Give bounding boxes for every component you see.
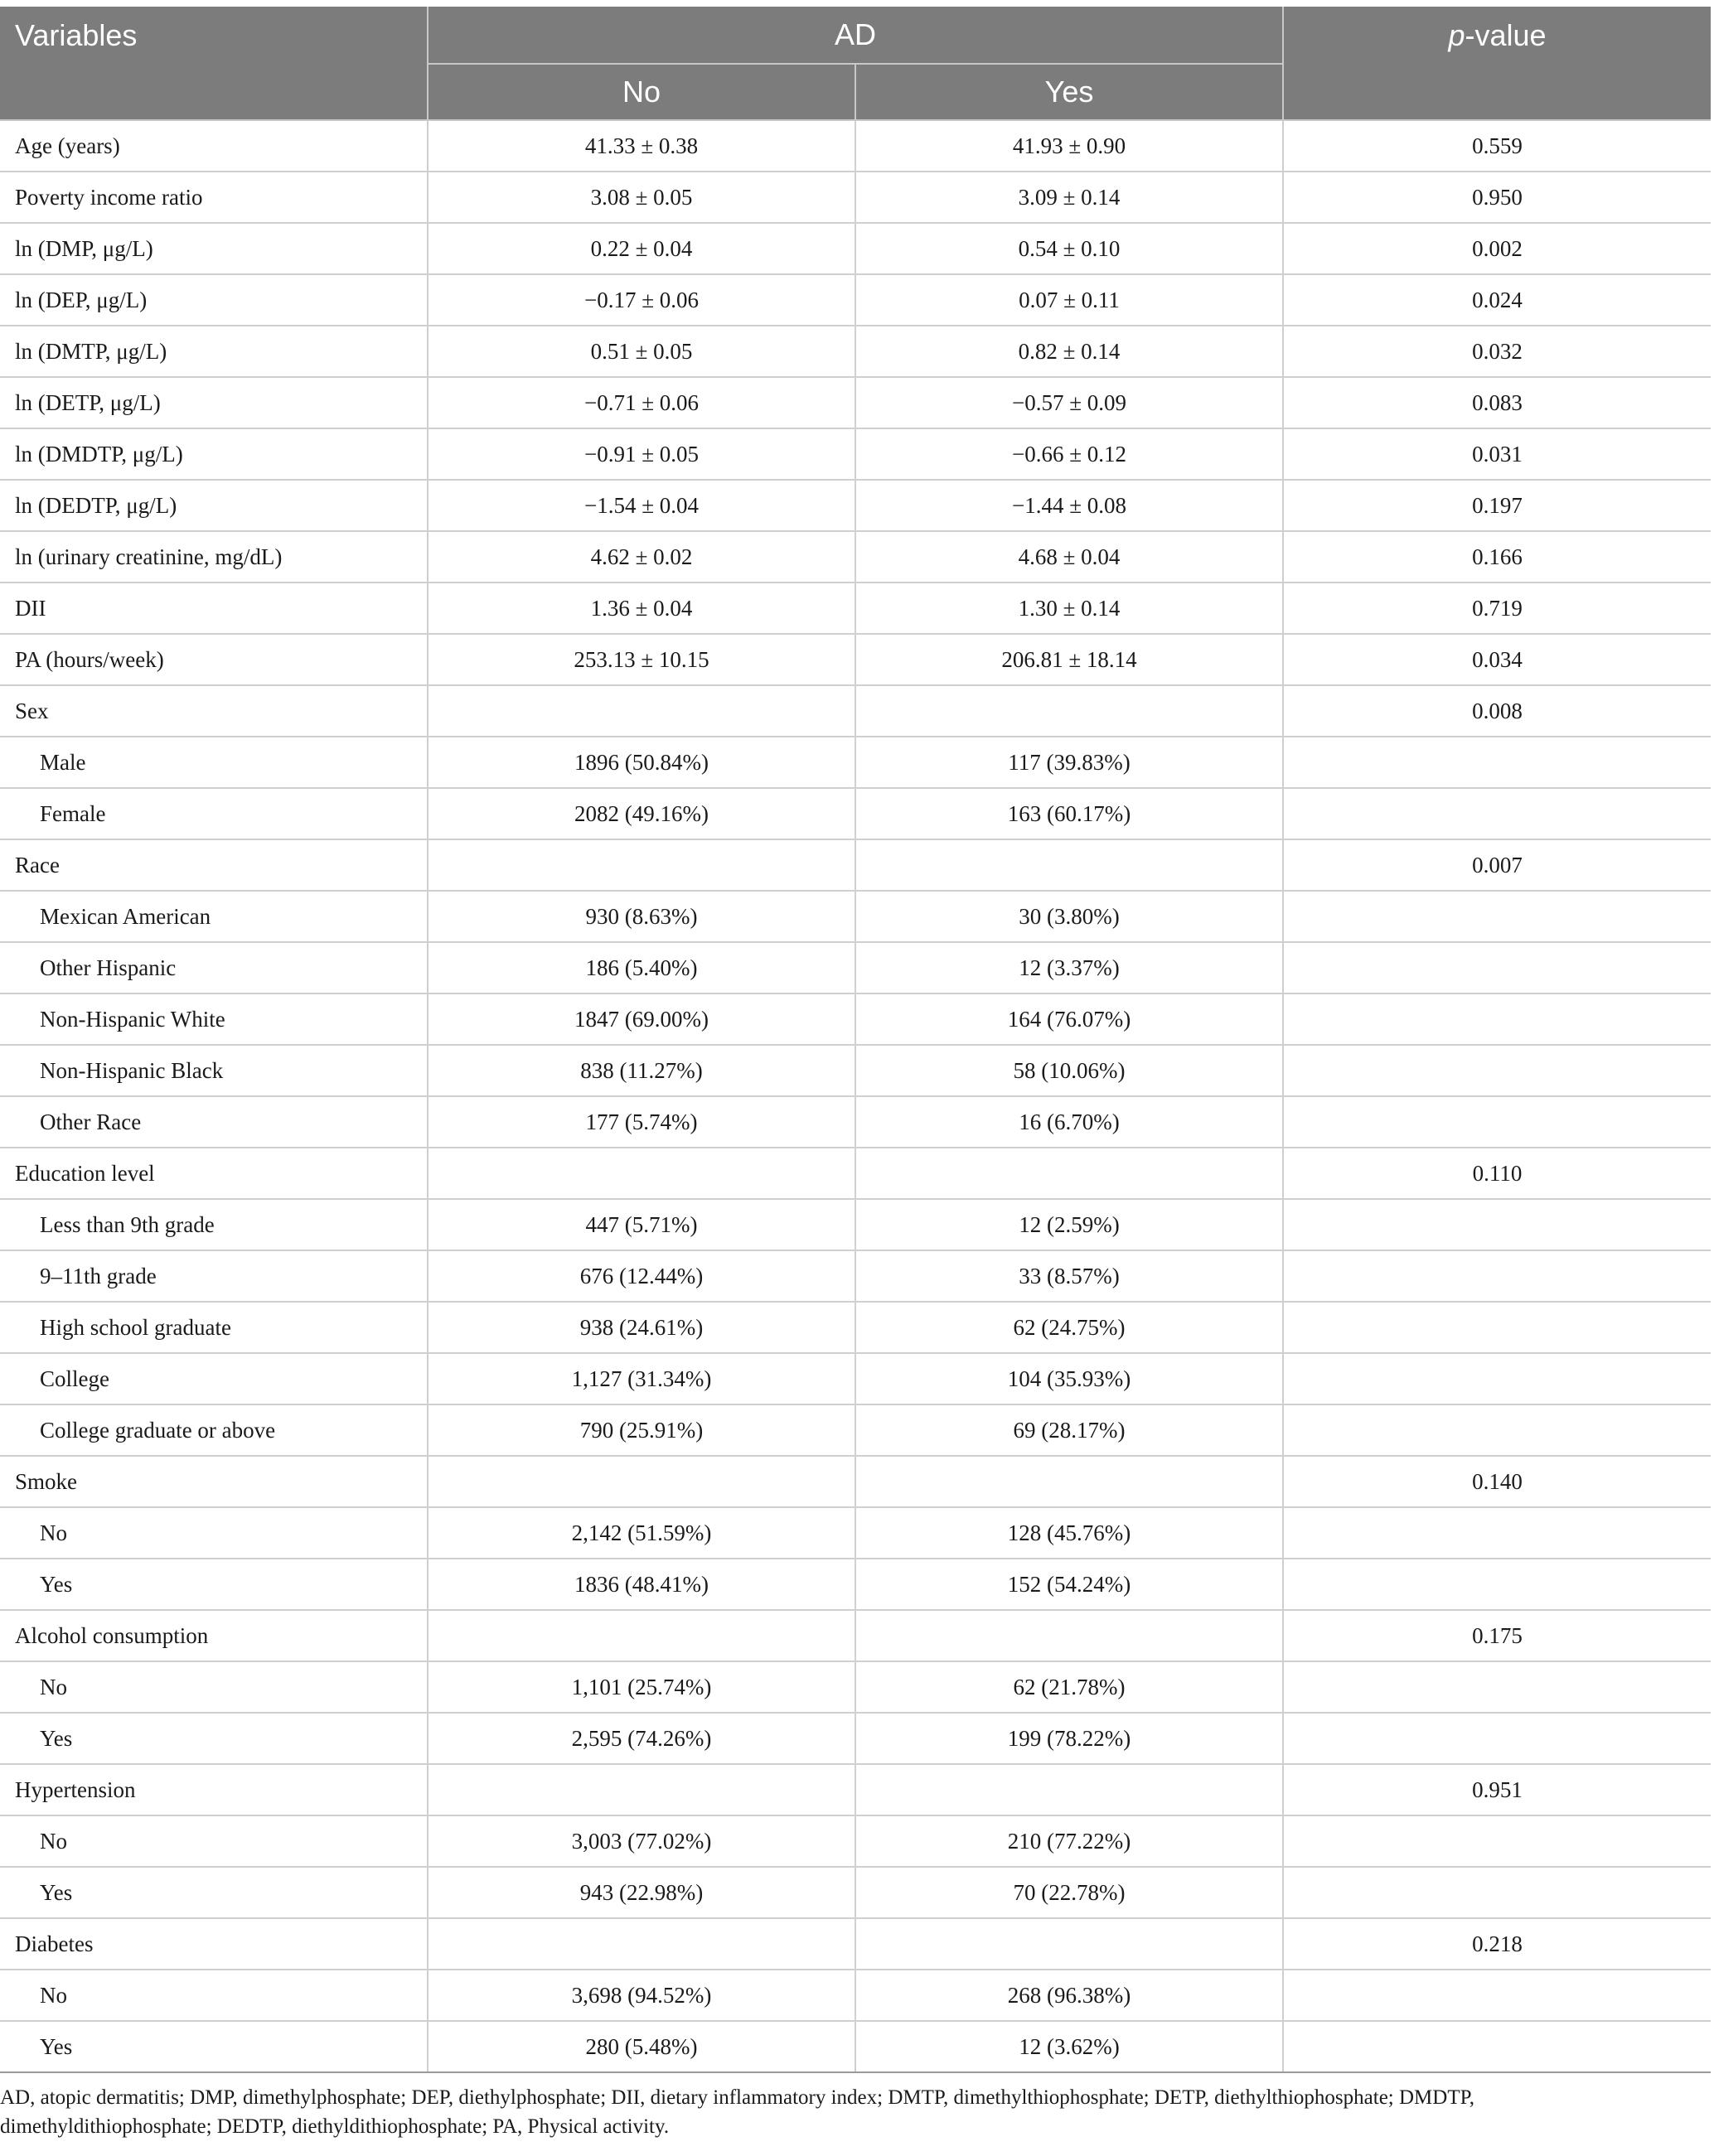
cell-ad-yes: 164 (76.07%) (855, 993, 1283, 1045)
cell-ad-yes: 70 (22.78%) (855, 1867, 1283, 1918)
cell-p-value (1283, 1199, 1711, 1250)
cell-ad-yes: 16 (6.70%) (855, 1096, 1283, 1148)
row-label: No (0, 1661, 428, 1713)
table-row (0, 1970, 1711, 2021)
cell-p-value: 0.559 (1283, 120, 1711, 172)
cell-p-value (1283, 1404, 1711, 1456)
cell-p-value: 0.032 (1283, 326, 1711, 377)
cell-p-value (1283, 1096, 1711, 1148)
cell-p-value (1283, 788, 1711, 839)
cell-ad-no: 1847 (69.00%) (428, 993, 855, 1045)
row-label: High school graduate (0, 1302, 428, 1353)
cell-ad-no: 3,698 (94.52%) (428, 1970, 855, 2021)
cell-ad-no: 838 (11.27%) (428, 1045, 855, 1096)
table-row (0, 737, 1711, 788)
cell-ad-yes (855, 1610, 1283, 1661)
row-label: Female (0, 788, 428, 839)
cell-ad-yes: 163 (60.17%) (855, 788, 1283, 839)
cell-ad-yes: 206.81 ± 18.14 (855, 634, 1283, 685)
cell-ad-no: 253.13 ± 10.15 (428, 634, 855, 685)
cell-ad-no: 0.51 ± 0.05 (428, 326, 855, 377)
cell-p-value (1283, 1250, 1711, 1302)
row-label: Age (years) (0, 120, 428, 172)
cell-p-value: 0.007 (1283, 839, 1711, 891)
table-row (0, 1199, 1711, 1250)
table-row (0, 1764, 1711, 1815)
row-label: Yes (0, 1867, 428, 1918)
cell-ad-yes: −1.44 ± 0.08 (855, 480, 1283, 531)
row-label: Yes (0, 2021, 428, 2072)
cell-ad-no: 930 (8.63%) (428, 891, 855, 942)
cell-p-value (1283, 993, 1711, 1045)
cell-ad-yes (855, 1764, 1283, 1815)
row-label: Less than 9th grade (0, 1199, 428, 1250)
cell-ad-yes: 41.93 ± 0.90 (855, 120, 1283, 172)
table-row (0, 172, 1711, 223)
row-label: Alcohol consumption (0, 1610, 428, 1661)
cell-ad-no: 1836 (48.41%) (428, 1559, 855, 1610)
cell-ad-no: 1896 (50.84%) (428, 737, 855, 788)
table-row (0, 2021, 1711, 2072)
cell-p-value (1283, 891, 1711, 942)
table-container (0, 7, 1711, 2073)
cell-ad-yes: 0.07 ± 0.11 (855, 274, 1283, 326)
cell-ad-no (428, 685, 855, 737)
cell-ad-yes: 268 (96.38%) (855, 1970, 1283, 2021)
table-row (0, 788, 1711, 839)
cell-ad-no (428, 1456, 855, 1507)
row-label: No (0, 1815, 428, 1867)
row-label: College graduate or above (0, 1404, 428, 1456)
table-row (0, 1148, 1711, 1199)
row-label: Race (0, 839, 428, 891)
cell-ad-yes: 117 (39.83%) (855, 737, 1283, 788)
row-label: Mexican American (0, 891, 428, 942)
cell-p-value: 0.002 (1283, 223, 1711, 274)
cell-p-value (1283, 1713, 1711, 1764)
cell-ad-no: 447 (5.71%) (428, 1199, 855, 1250)
cell-p-value (1283, 737, 1711, 788)
table-row (0, 1610, 1711, 1661)
cell-ad-yes: 30 (3.80%) (855, 891, 1283, 942)
table-row (0, 1302, 1711, 1353)
table-row (0, 1250, 1711, 1302)
footnote-line-2: dimethyldithiophosphate; DEDTP, diethyldithiophosphate; PA, Physical activity. (0, 2115, 670, 2138)
cell-ad-yes: −0.66 ± 0.12 (855, 428, 1283, 480)
cell-p-value: 0.197 (1283, 480, 1711, 531)
cell-ad-no: 280 (5.48%) (428, 2021, 855, 2072)
table-row (0, 120, 1711, 172)
row-label: Non-Hispanic Black (0, 1045, 428, 1096)
cell-ad-yes (855, 685, 1283, 737)
cell-ad-no (428, 1918, 855, 1970)
table-row (0, 428, 1711, 480)
table-row (0, 1456, 1711, 1507)
cell-p-value (1283, 2021, 1711, 2072)
cell-ad-yes: 0.54 ± 0.10 (855, 223, 1283, 274)
table-row (0, 891, 1711, 942)
table-row (0, 1815, 1711, 1867)
cell-p-value: 0.218 (1283, 1918, 1711, 1970)
cell-p-value (1283, 1507, 1711, 1559)
cell-ad-no: 1,127 (31.34%) (428, 1353, 855, 1404)
characteristics-table (0, 7, 1711, 2073)
cell-p-value: 0.031 (1283, 428, 1711, 480)
cell-ad-no: 2,595 (74.26%) (428, 1713, 855, 1764)
row-label: Other Hispanic (0, 942, 428, 993)
table-row (0, 531, 1711, 583)
cell-ad-no: 3.08 ± 0.05 (428, 172, 855, 223)
table-row (0, 1661, 1711, 1713)
row-label: DII (0, 583, 428, 634)
row-label: Yes (0, 1713, 428, 1764)
cell-p-value (1283, 1867, 1711, 1918)
row-label: Diabetes (0, 1918, 428, 1970)
table-row (0, 1559, 1711, 1610)
cell-ad-yes: 12 (3.37%) (855, 942, 1283, 993)
table-row (0, 223, 1711, 274)
cell-ad-yes: 3.09 ± 0.14 (855, 172, 1283, 223)
table-row (0, 942, 1711, 993)
row-label: Education level (0, 1148, 428, 1199)
cell-ad-yes: 104 (35.93%) (855, 1353, 1283, 1404)
cell-p-value (1283, 1970, 1711, 2021)
cell-ad-yes (855, 1456, 1283, 1507)
cell-ad-no: 943 (22.98%) (428, 1867, 855, 1918)
cell-p-value: 0.719 (1283, 583, 1711, 634)
cell-p-value: 0.175 (1283, 1610, 1711, 1661)
cell-ad-yes: 69 (28.17%) (855, 1404, 1283, 1456)
table-row (0, 377, 1711, 428)
cell-ad-no: 676 (12.44%) (428, 1250, 855, 1302)
cell-ad-no: 2082 (49.16%) (428, 788, 855, 839)
table-row (0, 1045, 1711, 1096)
cell-ad-yes: 0.82 ± 0.14 (855, 326, 1283, 377)
row-label: No (0, 1970, 428, 2021)
cell-p-value (1283, 1045, 1711, 1096)
cell-ad-no: 0.22 ± 0.04 (428, 223, 855, 274)
cell-p-value: 0.008 (1283, 685, 1711, 737)
cell-ad-no (428, 1610, 855, 1661)
cell-ad-yes: 58 (10.06%) (855, 1045, 1283, 1096)
row-label: 9–11th grade (0, 1250, 428, 1302)
cell-ad-yes: 128 (45.76%) (855, 1507, 1283, 1559)
row-label: ln (DMDTP, μg/L) (0, 428, 428, 480)
cell-ad-yes: −0.57 ± 0.09 (855, 377, 1283, 428)
row-label: ln (DEP, μg/L) (0, 274, 428, 326)
cell-p-value (1283, 1353, 1711, 1404)
cell-p-value: 0.110 (1283, 1148, 1711, 1199)
cell-p-value: 0.951 (1283, 1764, 1711, 1815)
cell-p-value: 0.034 (1283, 634, 1711, 685)
cell-ad-no (428, 1764, 855, 1815)
cell-ad-no: −1.54 ± 0.04 (428, 480, 855, 531)
cell-p-value: 0.140 (1283, 1456, 1711, 1507)
cell-p-value: 0.950 (1283, 172, 1711, 223)
header-p-rest: -value (1465, 18, 1547, 52)
cell-ad-no: −0.71 ± 0.06 (428, 377, 855, 428)
table-row (0, 583, 1711, 634)
cell-ad-yes (855, 839, 1283, 891)
header-ad-group: AD (428, 7, 1283, 64)
row-label: ln (DETP, μg/L) (0, 377, 428, 428)
table-row (0, 839, 1711, 891)
cell-p-value: 0.024 (1283, 274, 1711, 326)
cell-ad-no: 2,142 (51.59%) (428, 1507, 855, 1559)
cell-ad-yes: 62 (24.75%) (855, 1302, 1283, 1353)
table-row (0, 326, 1711, 377)
table-row (0, 1507, 1711, 1559)
row-label: Poverty income ratio (0, 172, 428, 223)
row-label: Smoke (0, 1456, 428, 1507)
cell-ad-no: 41.33 ± 0.38 (428, 120, 855, 172)
cell-ad-yes (855, 1918, 1283, 1970)
header-p-italic: p (1448, 18, 1465, 52)
cell-ad-yes: 12 (3.62%) (855, 2021, 1283, 2072)
cell-ad-no: 790 (25.91%) (428, 1404, 855, 1456)
cell-ad-no: 4.62 ± 0.02 (428, 531, 855, 583)
cell-ad-no (428, 1148, 855, 1199)
row-label: Male (0, 737, 428, 788)
table-row (0, 685, 1711, 737)
cell-p-value (1283, 942, 1711, 993)
cell-ad-yes: 199 (78.22%) (855, 1713, 1283, 1764)
header-yes: Yes (855, 64, 1283, 120)
table-footnote (0, 2083, 1711, 2141)
cell-ad-yes: 210 (77.22%) (855, 1815, 1283, 1867)
cell-ad-no: −0.91 ± 0.05 (428, 428, 855, 480)
table-body (0, 120, 1711, 2072)
cell-ad-yes: 33 (8.57%) (855, 1250, 1283, 1302)
footnote-line-1: AD, atopic dermatitis; DMP, dimethylphosphate; DEP, diethylphosphate; DII, dietary inflammatory index; DMTP, dimethylthiophosphate; DETP, diethylthiophosphate; DMDTP, (0, 2086, 1474, 2109)
row-label: Yes (0, 1559, 428, 1610)
cell-ad-no: 1,101 (25.74%) (428, 1661, 855, 1713)
header-variables: Variables (0, 7, 428, 120)
cell-p-value: 0.083 (1283, 377, 1711, 428)
table-row (0, 993, 1711, 1045)
table-row (0, 634, 1711, 685)
cell-p-value (1283, 1661, 1711, 1713)
cell-ad-no: 3,003 (77.02%) (428, 1815, 855, 1867)
header-p-value (1283, 7, 1711, 120)
table-row (0, 1404, 1711, 1456)
cell-ad-no: 1.36 ± 0.04 (428, 583, 855, 634)
cell-ad-no: 186 (5.40%) (428, 942, 855, 993)
row-label: ln (DMP, μg/L) (0, 223, 428, 274)
row-label: Non-Hispanic White (0, 993, 428, 1045)
cell-p-value (1283, 1559, 1711, 1610)
row-label: ln (DMTP, μg/L) (0, 326, 428, 377)
header-no: No (428, 64, 855, 120)
table-row (0, 1713, 1711, 1764)
cell-ad-no: 938 (24.61%) (428, 1302, 855, 1353)
row-label: ln (DEDTP, μg/L) (0, 480, 428, 531)
row-label: Other Race (0, 1096, 428, 1148)
cell-ad-yes: 62 (21.78%) (855, 1661, 1283, 1713)
row-label: No (0, 1507, 428, 1559)
cell-p-value: 0.166 (1283, 531, 1711, 583)
cell-ad-no: 177 (5.74%) (428, 1096, 855, 1148)
row-label: ln (urinary creatinine, mg/dL) (0, 531, 428, 583)
row-label: Sex (0, 685, 428, 737)
table-row (0, 274, 1711, 326)
cell-ad-no (428, 839, 855, 891)
table-row (0, 1867, 1711, 1918)
row-label: PA (hours/week) (0, 634, 428, 685)
cell-ad-no: −0.17 ± 0.06 (428, 274, 855, 326)
cell-p-value (1283, 1815, 1711, 1867)
cell-ad-yes: 12 (2.59%) (855, 1199, 1283, 1250)
table-row (0, 1353, 1711, 1404)
table-row (0, 480, 1711, 531)
cell-ad-yes: 152 (54.24%) (855, 1559, 1283, 1610)
table-row (0, 1918, 1711, 1970)
table-header (0, 7, 1711, 120)
table-row (0, 1096, 1711, 1148)
cell-ad-yes: 4.68 ± 0.04 (855, 531, 1283, 583)
cell-p-value (1283, 1302, 1711, 1353)
cell-ad-yes (855, 1148, 1283, 1199)
row-label: Hypertension (0, 1764, 428, 1815)
row-label: College (0, 1353, 428, 1404)
cell-ad-yes: 1.30 ± 0.14 (855, 583, 1283, 634)
